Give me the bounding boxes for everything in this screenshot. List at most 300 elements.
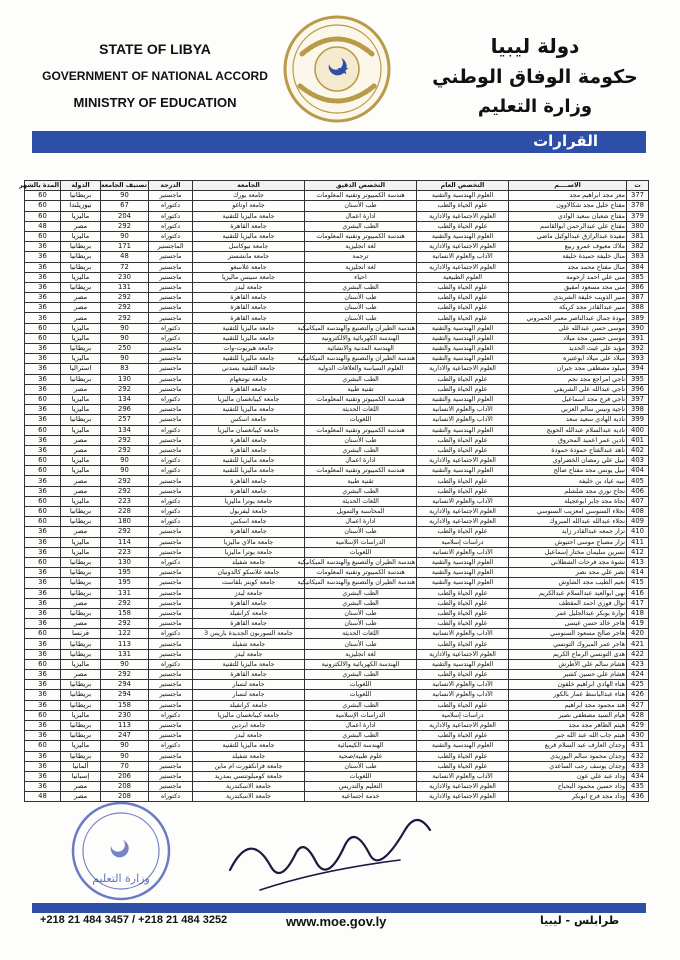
table-cell: دكتوراه [149, 496, 193, 506]
table-cell: 257 [101, 415, 149, 425]
table-cell: 412 [627, 547, 649, 557]
table-cell: بريطانيا [61, 690, 101, 700]
table-cell: ماجستير [149, 191, 193, 201]
table-cell: 36 [25, 384, 61, 394]
table-cell: طب الأسنان [305, 201, 417, 211]
table-cell: علوم الحياة والطب [417, 282, 509, 292]
table-cell: هناء عبدالباسط عمار بالكور [509, 690, 627, 700]
table-cell: اللغات الحديثة [305, 496, 417, 506]
table-cell: هند محمود مجد ابراهيم [509, 700, 627, 710]
table-row [25, 394, 649, 404]
table-cell: العلوم الاجتماعية والادارية [417, 517, 509, 527]
table-cell: مصر [61, 619, 101, 629]
table-cell: بريطانيا [61, 344, 101, 354]
en-government-name: GOVERNMENT OF NATIONAL ACCORD [42, 69, 268, 83]
table-cell: هندسة الطيران والتصنيع والهندسة الميكانيكية [297, 559, 415, 567]
table-cell: جامعة كيبانغسان ماليزيا [193, 710, 305, 720]
table-cell: 294 [101, 680, 149, 690]
table-cell: جامعة ماليزيا للتقنية [193, 659, 305, 669]
table-cell: العلوم الهندسية والتقنية [417, 466, 509, 476]
table-cell: ماجستير [149, 751, 193, 761]
table-cell: هاجر صالح مسعود السنوسي [509, 629, 627, 639]
table-cell: ماجستير [149, 344, 193, 354]
table-cell: نادية عبدالسلام عبدالله الحويج [509, 425, 627, 435]
table-cell: دراسات إسلامية [417, 537, 509, 547]
table-cell: علوم الحياة والطب [417, 303, 509, 313]
table-cell: 432 [627, 751, 649, 761]
table-cell: علوم الحياة والطب [417, 588, 509, 598]
table-cell: فرنسا [61, 629, 101, 639]
table-row [25, 690, 649, 700]
table-cell: 403 [627, 456, 649, 466]
table-cell: 48 [25, 221, 61, 231]
table-cell: جامعة كومبلوتنسي بمدريد [193, 771, 305, 781]
table-row [25, 252, 649, 262]
table-cell: هدى التونسي الرماح الكريم [509, 649, 627, 659]
table-cell: 36 [25, 374, 61, 384]
table-cell: ماجستير [149, 303, 193, 313]
table-row [25, 231, 649, 241]
table-cell: ماجستير [149, 782, 193, 792]
table-cell: 36 [25, 344, 61, 354]
table-cell: 389 [627, 313, 649, 323]
table-cell: 36 [25, 761, 61, 771]
table-cell: علوم الحياة والطب [417, 445, 509, 455]
table-cell: دكتوراه [149, 629, 193, 639]
table-cell: تقنية طبية [305, 384, 417, 394]
table-cell: طب الأسنان [305, 435, 417, 445]
table-row [25, 456, 649, 466]
table-cell: ماجستير [149, 435, 193, 445]
table-cell: نبيه عياد بن خليفة [509, 476, 627, 486]
table-cell: 36 [25, 476, 61, 486]
table-cell: الهندسة الكهربائية والالكترونية [305, 659, 417, 669]
table-cell: علوم الحياة والطب [417, 527, 509, 537]
table-cell: نادين عمر اعميد المحروق [509, 435, 627, 445]
table-cell: جامعة ماليزيا للتقنية [193, 323, 305, 333]
table-row [25, 323, 649, 333]
table-cell: جامعة ليدز [193, 731, 305, 741]
table-row [25, 720, 649, 730]
table-cell: 36 [25, 578, 61, 588]
table-cell: 429 [627, 720, 649, 730]
table-cell: 67 [101, 201, 149, 211]
table-row [25, 639, 649, 649]
table-cell: نجاح نوري مجد شلشلم [509, 486, 627, 496]
table-cell: 90 [101, 354, 149, 364]
table-cell: جامعة غلاسغو [193, 262, 305, 272]
table-row [25, 649, 649, 659]
table-cell: ادارة اعمال [305, 456, 417, 466]
table-cell: 70 [101, 761, 149, 771]
table-cell: 292 [101, 313, 149, 323]
table-cell: العلوم الهندسية والتقنية [417, 344, 509, 354]
table-cell: مصر [61, 303, 101, 313]
table-cell: جامعة الاسكندرية [193, 782, 305, 792]
table-cell: بريطانيا [61, 578, 101, 588]
table-cell: 411 [627, 537, 649, 547]
table-cell: 423 [627, 659, 649, 669]
table-row [25, 201, 649, 211]
table-cell: منى مجد مسعود امقيق [509, 282, 627, 292]
table-cell: جامعة شفيلد [193, 639, 305, 649]
table-cell: جامعة القاهرة [193, 486, 305, 496]
table-cell: جامعة كوينز بلفاست [193, 578, 305, 588]
table-cell: ماجستير [149, 374, 193, 384]
table-cell: 408 [627, 507, 649, 517]
table-cell: جامعة القاهرة [193, 670, 305, 680]
table-cell: ماجستير [149, 364, 193, 374]
table-cell: جامعة سينس ماليزيا [193, 272, 305, 282]
table-cell: ماجستير [149, 252, 193, 262]
section-banner [32, 131, 646, 153]
table-cell: جامعة القاهرة [193, 476, 305, 486]
scholarship-decisions-table [19, 180, 649, 802]
table-cell: جامعة كرانفيلد [193, 608, 305, 618]
column-header: التخصص العام [417, 181, 509, 191]
table-cell: جامعة ليدز [193, 588, 305, 598]
table-cell: 397 [627, 394, 649, 404]
table-cell: 36 [25, 445, 61, 455]
table-cell: مؤيد علي غيث الحديد [509, 344, 627, 354]
table-row [25, 771, 649, 781]
table-cell: 36 [25, 242, 61, 252]
table-row [25, 731, 649, 741]
table-cell: دكتوراه [149, 792, 193, 802]
table-cell: 230 [101, 272, 149, 282]
table-cell: 195 [101, 578, 149, 588]
table-cell: 60 [25, 231, 61, 241]
table-cell: ماليزيا [61, 659, 101, 669]
table-cell: مصر [61, 670, 101, 680]
table-cell: هشام علي حسين كشير [509, 670, 627, 680]
table-cell: جامعة يوترا ماليزيا [193, 547, 305, 557]
table-cell: جامعة اسكس [193, 517, 305, 527]
table-cell: ماليزيا [61, 405, 101, 415]
table-row [25, 435, 649, 445]
table-cell: ماليزيا [61, 333, 101, 343]
table-cell: 292 [101, 476, 149, 486]
table-cell: العلوم الطبيعية [417, 272, 509, 282]
table-cell: نزار جمعه عبدالقادر زايد [509, 527, 627, 537]
table-cell: 402 [627, 445, 649, 455]
table-cell: هندسة الكمبيوتر وتقنية المعلومات [305, 191, 417, 201]
table-cell: ملاك معيوف عمرو ربيع [509, 242, 627, 252]
table-row [25, 761, 649, 771]
table-cell: 388 [627, 303, 649, 313]
table-cell: مفيدة عبدالرازق عبدالوكيل ماضي [509, 231, 627, 241]
table-cell: 36 [25, 282, 61, 292]
table-cell: 394 [627, 364, 649, 374]
table-cell: العلوم الاجتماعية والادارية [417, 211, 509, 221]
table-cell: 392 [627, 344, 649, 354]
table-cell: علوم الحياة والطب [417, 751, 509, 761]
table-cell: مصر [61, 384, 101, 394]
table-cell: 386 [627, 282, 649, 292]
table-cell: بريطانيا [61, 588, 101, 598]
table-cell: علوم الحياة والطب [417, 619, 509, 629]
table-cell: جامعة مالاي ماليزيا [193, 537, 305, 547]
table-cell: الماجستير [149, 242, 193, 252]
table-cell: جامعة ماليزيا للتقنية [193, 466, 305, 476]
table-cell: نبيل يونس مجد مفتاح صالح [509, 466, 627, 476]
table-cell: الآداب والعلوم الانسانية [417, 629, 509, 639]
table-cell: مفتاح خليل مجد شكالاوون [509, 201, 627, 211]
table-cell: الآداب والعلوم الانسانية [417, 405, 509, 415]
table-cell: ناهد عبدالفتاح حمودة حمودة [509, 445, 627, 455]
table-cell: جامعة ليفربول [193, 507, 305, 517]
table-cell: جامعة ليدز [193, 649, 305, 659]
table-cell: الطب البشري [305, 598, 417, 608]
table-cell: طب الأسنان [305, 608, 417, 618]
table-cell: جامعة القاهرة [193, 435, 305, 445]
table-cell: العلوم السياسة والعلاقات الدولية [305, 364, 417, 374]
table-cell: 292 [101, 670, 149, 680]
table-cell: 381 [627, 231, 649, 241]
table-cell: العلوم الهندسية والتقنية [417, 557, 509, 567]
table-cell: بريطانيا [61, 262, 101, 272]
table-cell: 83 [101, 364, 149, 374]
table-cell: نجلاء السنوسي امعزيب السنوسي [509, 507, 627, 517]
table-cell: ماجستير [149, 313, 193, 323]
table-cell: دكتوراه [149, 507, 193, 517]
table-cell: 90 [101, 323, 149, 333]
table-row [25, 242, 649, 252]
table-cell: 404 [627, 466, 649, 476]
table-cell: 296 [101, 405, 149, 415]
table-cell: دكتوراه [149, 201, 193, 211]
table-cell: العلوم الهندسية والتقنية [417, 231, 509, 241]
table-cell: جامعة القاهرة [193, 384, 305, 394]
table-cell: 60 [25, 201, 61, 211]
table-row [25, 466, 649, 476]
table-cell: 36 [25, 619, 61, 629]
table-cell: علوم الحياة والطب [417, 700, 509, 710]
table-row [25, 415, 649, 425]
table-cell: 401 [627, 435, 649, 445]
table-cell: جامعة الاسكندرية [193, 792, 305, 802]
table-cell: جامعة ماليزيا للتقنية [193, 333, 305, 343]
table-cell: 130 [101, 557, 149, 567]
table-cell: مصر [61, 782, 101, 792]
table-cell: جامعة القاهرة [193, 527, 305, 537]
table-cell: ماليزيا [61, 231, 101, 241]
table-cell: العلوم الاجتماعية والادارية [417, 507, 509, 517]
table-cell: جامعة القاهرة [193, 445, 305, 455]
table-cell: ماجستير [149, 272, 193, 282]
table-cell: 419 [627, 619, 649, 629]
table-cell: الآداب والعلوم الانسانية [417, 771, 509, 781]
table-cell: الهندسة الكيميائية [305, 741, 417, 751]
table-cell: 36 [25, 405, 61, 415]
table-cell: 36 [25, 731, 61, 741]
table-cell: وداد عبد علي عون [509, 771, 627, 781]
table-cell: جامعة التقنية بسدني [193, 364, 305, 374]
table-cell: 36 [25, 588, 61, 598]
table-cell: 36 [25, 252, 61, 262]
table-cell: 60 [25, 466, 61, 476]
table-cell: بريطانيا [61, 639, 101, 649]
table-cell: 48 [101, 252, 149, 262]
table-row [25, 517, 649, 527]
table-cell: ادارة اعمال [305, 517, 417, 527]
table-cell: الطب البشري [305, 221, 417, 231]
table-cell: دكتوراه [149, 333, 193, 343]
table-cell: ماليزيا [61, 466, 101, 476]
table-cell: 36 [25, 720, 61, 730]
table-cell: ماجستير [149, 700, 193, 710]
table-row [25, 741, 649, 751]
table-row [25, 496, 649, 506]
table-cell: 204 [101, 211, 149, 221]
table-cell: 36 [25, 771, 61, 781]
table-cell: علوم الحياة والطب [417, 313, 509, 323]
table-cell: 292 [101, 445, 149, 455]
table-cell: جامعة نيوكاسل [193, 242, 305, 252]
table-cell: بريطانيا [61, 568, 101, 578]
table-cell: العلوم الهندسية والتقنية [417, 578, 509, 588]
table-cell: ماجستير [149, 384, 193, 394]
table-cell: 410 [627, 527, 649, 537]
table-cell: 385 [627, 272, 649, 282]
table-cell: التعليم والتدريس [305, 782, 417, 792]
table-row [25, 364, 649, 374]
table-cell: الطب البشري [305, 374, 417, 384]
table-row [25, 608, 649, 618]
table-cell: علوم طبية/صحية [305, 751, 417, 761]
table-cell: مصر [61, 221, 101, 231]
table-cell: العلوم الهندسية والتقنية [417, 354, 509, 364]
table-cell: ماجستير [149, 588, 193, 598]
table-cell: جامعة القاهرة [193, 221, 305, 231]
ar-ministry-name: وزارة التعليم [477, 96, 593, 117]
table-cell: 36 [25, 751, 61, 761]
table-cell: 417 [627, 598, 649, 608]
table-cell: ماليزيا [61, 211, 101, 221]
table-row [25, 751, 649, 761]
table-cell: 416 [627, 588, 649, 598]
table-cell: الطب البشري [305, 731, 417, 741]
table-cell: جامعة كيبانغسان ماليزيا [193, 425, 305, 435]
table-cell: 113 [101, 639, 149, 649]
table-row [25, 476, 649, 486]
table-cell: العلوم الاجتماعية والادارية [417, 242, 509, 252]
table-cell: جامعة ماليزيا للتقنية [193, 405, 305, 415]
table-cell: جامعة فرانكفورت ام ماين [193, 761, 305, 771]
table-cell: منى علي احمد ارحومة [509, 272, 627, 282]
table-cell: 223 [101, 547, 149, 557]
table-cell: 60 [25, 557, 61, 567]
table-cell: دكتوراه [149, 211, 193, 221]
table-cell: 434 [627, 771, 649, 781]
table-cell: 36 [25, 598, 61, 608]
table-row [25, 303, 649, 313]
table-cell: نوال فوزي احمد المقطف [509, 598, 627, 608]
table-cell: 426 [627, 690, 649, 700]
table-cell: نعيم الطيب مجد الشاوش [509, 578, 627, 588]
table-cell: 247 [101, 731, 149, 741]
table-cell: 391 [627, 333, 649, 343]
table-cell: 36 [25, 782, 61, 792]
table-cell: هاجر عمر المبروك التونسي [509, 639, 627, 649]
table-cell: اللغويات [305, 415, 417, 425]
table-cell: ماجستير [149, 547, 193, 557]
table-cell: بريطانيا [61, 242, 101, 252]
table-cell: 60 [25, 323, 61, 333]
handwritten-signature [220, 800, 440, 910]
table-cell: احياء [305, 272, 417, 282]
table-cell: المحاسبة والتمويل [305, 507, 417, 517]
table-cell: موسى حسن عبدالله علي [509, 323, 627, 333]
table-cell: العلوم الاجتماعية والادارية [417, 649, 509, 659]
table-row [25, 557, 649, 567]
table-row [25, 272, 649, 282]
table-cell: 435 [627, 782, 649, 792]
table-cell: هيثم جاب الله عبد الله جبر [509, 731, 627, 741]
table-cell: هيثم الطاهر مجد مجد [509, 720, 627, 730]
table-cell: ماجستير [149, 537, 193, 547]
table-row [25, 680, 649, 690]
table-cell: 158 [101, 608, 149, 618]
table-cell: جامعة لنسار [193, 680, 305, 690]
table-row [25, 659, 649, 669]
table-cell: 90 [101, 466, 149, 476]
table-cell: طب الأسنان [305, 761, 417, 771]
table-cell: نسرين سليمان مختار إسماعيل [509, 547, 627, 557]
table-cell: 380 [627, 221, 649, 231]
table-cell: هناء الهادي ابراهيم خلفون [509, 680, 627, 690]
table-cell: نبيل علي رمضان الخضراوي [509, 456, 627, 466]
table-cell: 377 [627, 191, 649, 201]
table-cell: بريطانيا [61, 649, 101, 659]
table-cell: 424 [627, 670, 649, 680]
table-cell: 292 [101, 619, 149, 629]
table-cell: 90 [101, 751, 149, 761]
table-cell: طب الأسنان [305, 303, 417, 313]
table-cell: ناجي امراجع مجد نجم [509, 374, 627, 384]
table-cell: 420 [627, 629, 649, 639]
table-cell: 131 [101, 649, 149, 659]
table-row [25, 445, 649, 455]
table-cell: جامعة شفيلد [193, 557, 305, 567]
table-row [25, 425, 649, 435]
table-cell: 36 [25, 486, 61, 496]
table-cell: 180 [101, 517, 149, 527]
table-row [25, 313, 649, 323]
table-cell: 60 [25, 456, 61, 466]
table-cell: العلوم الاجتماعية والادارية [417, 720, 509, 730]
table-cell: وجدان يوسف رجب الساعدي [509, 761, 627, 771]
table-cell: وداد حسين محمود البحباح [509, 782, 627, 792]
table-cell: دراسات إسلامية [417, 710, 509, 720]
table-cell: منير الذويب خليفة الشريدي [509, 293, 627, 303]
table-row [25, 700, 649, 710]
table-cell: جامعة يوترا ماليزيا [193, 496, 305, 506]
table-cell: مفتاح علي عبدالرحمن ابوالقاسم [509, 221, 627, 231]
table-cell: 436 [627, 792, 649, 802]
table-cell: 36 [25, 293, 61, 303]
table-cell: 60 [25, 211, 61, 221]
table-cell: مصر [61, 476, 101, 486]
table-cell: الآداب والعلوم الانسانية [417, 547, 509, 557]
table-cell: مصر [61, 792, 101, 802]
table-cell: هندسة الكمبيوتر وتقنية المعلومات [305, 568, 417, 578]
table-cell: 393 [627, 354, 649, 364]
table-cell: 390 [627, 323, 649, 333]
table-cell: مصر [61, 598, 101, 608]
table-cell: دكتوراه [149, 221, 193, 231]
table-cell: ماجستير [149, 608, 193, 618]
